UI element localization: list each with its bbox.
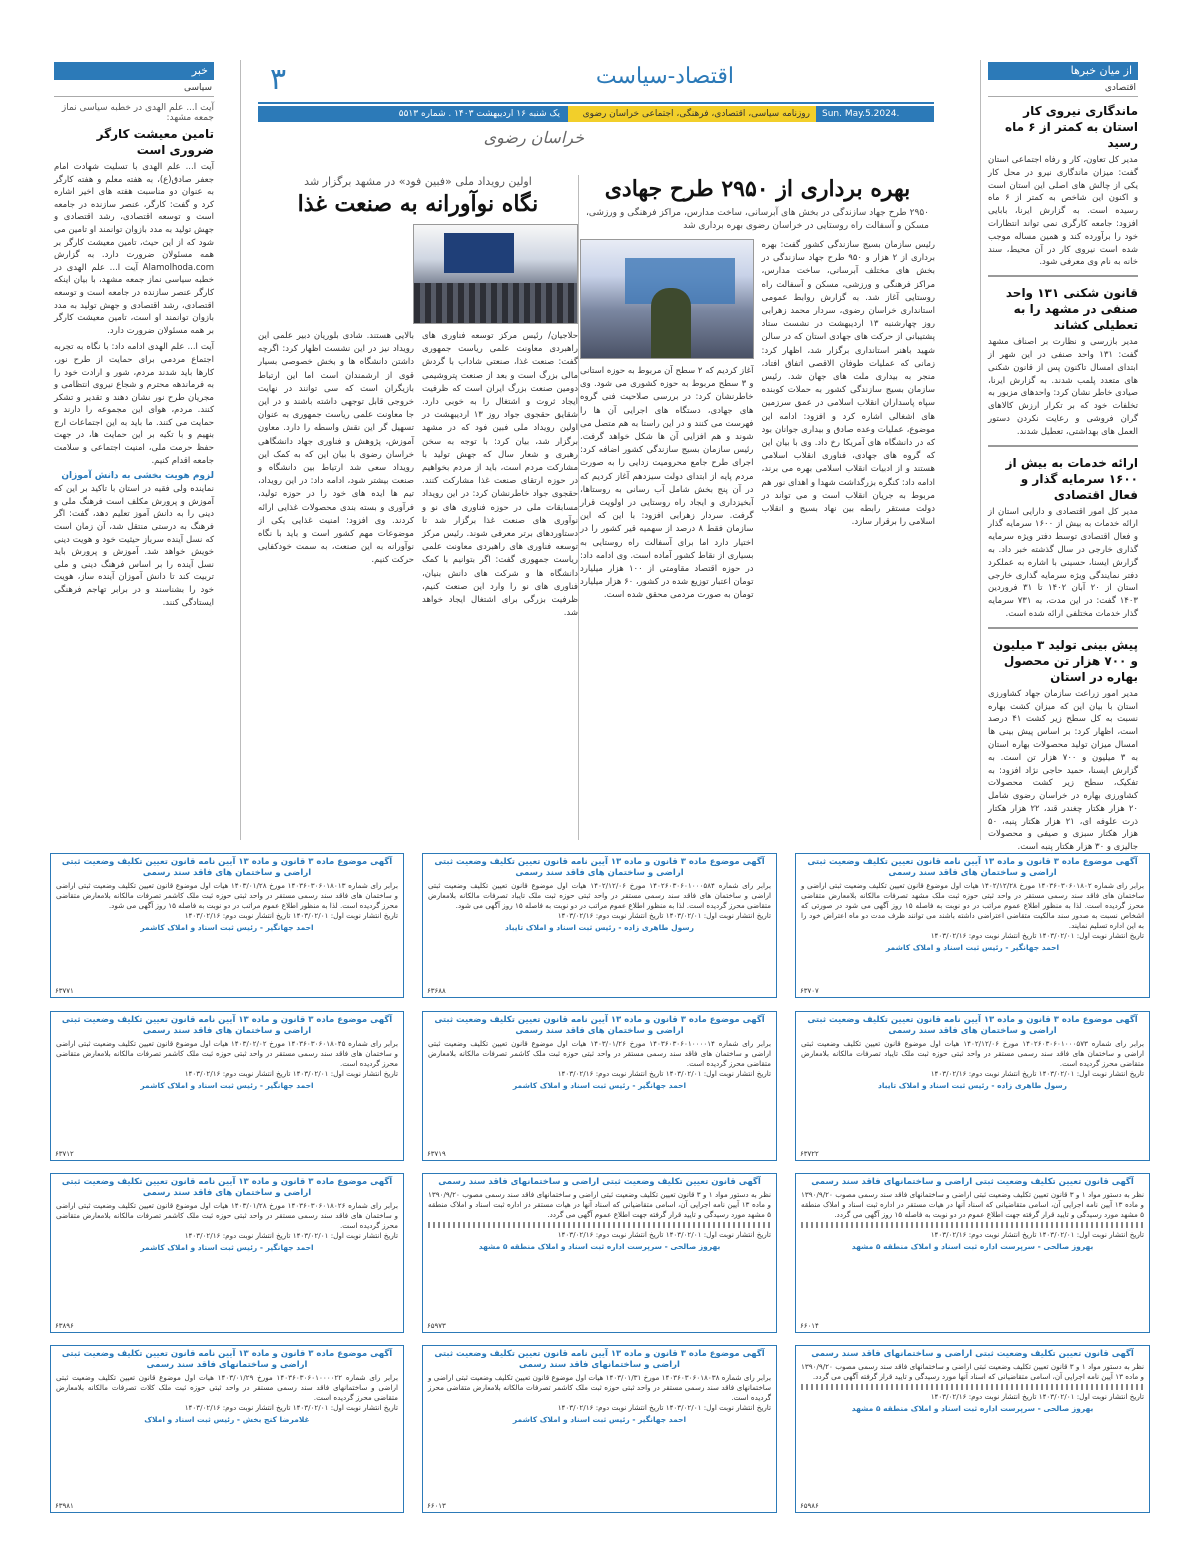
news-body: مدیر کل امور اقتصادی و دارایی استان از ارائه خدمات به بیش از ۱۶۰۰ سرمایه گذار و فعال اقتصادی توسط دفتر ویژه سرمایه گذاری خارجی در سال گذشته خبر داد. به گزارش ایسنا، حسینی با اشاره به عملکرد دفتر نمایندگی ویژه سرمایه گذاری خارجی استان از ۲۰ آبان ۱۴۰۲ تا ۳۱ فروردین ۱۴۰۳ گفت: در این مدت، به ۷۳۱ سرمایه گذار خدمات مختلفی ارائه شده است. [988,506,1138,619]
news-kicker: آیت ا... علم الهدی در خطبه سیاسی نماز جمعه مشهد: [61,103,214,123]
news-body: مدیر بازرسی و نظارت بر اصناف مشهد گفت: ۱۳۱ واحد صنفی در این شهر از ابتدای امسال تاکنون پس از قانون شکنی های متعدد پلمب شدند. به گزارش ایرنا، صیادی خاطر نشان کرد: واحدهای مزبور به تخلفات خود که بر تکرار ارزش کالاهای گران فروشی و رعایت نکردن دستور العمل های بهداشتی، تعطیل شدند. [988,337,1138,437]
notice-table-rule [801,1222,1144,1228]
notice-body: نظر به دستور مواد ۱ و ۳ قانون تعیین تکلیف وضعیت ثبتی اراضی و ساختمانهای فاقد سند رسمی مصوب ۱۳۹۰/۹/۲۰ و ماده ۱۳ آیین نامه اجرایی آن، اسامی متقاضیانی که اسناد آنها مورد رسیدگی و تایید قرار گرفته آگهی می گردد. [801,1362,1144,1381]
notice-body: نظر به دستور مواد ۱ و ۳ قانون تعیین تکلیف وضعیت ثبتی اراضی و ساختمانهای فاقد سند رسمی مصوب ۱۳۹۰/۹/۲۰ و ماده ۱۳ آیین نامه اجرایی آن، اسامی متقاضیانی که اسناد آنها در هیات مستقر در اداره ثبت اسناد و املاک منطقه ۵ مشهد مورد رسیدگی و تایید قرار گرفته جهت اطلاع عموم آگهی می گردد. [428,1190,772,1219]
notice-table-rule [428,1222,771,1228]
notice-body: برابر رای شماره ۱۴۰۳۶۰۳۰۶۰۱۸۰۳۸ مورخ ۱۴۰۳/۰۱/۳۱ هیات اول موضوع قانون تعیین تکلیف وضعیت ثبتی اراضی و ساختمانهای فاقد سند رسمی مستقر در واحد ثبتی حوزه ثبت ملک کاشمر تصرفات مالکانه بلامعارض متقاضی محرز گردیده است. [428,1373,771,1402]
photo-audience [414,283,577,323]
photo-screen [444,233,514,273]
notice-dates: تاریخ انتشار نوبت اول: ۱۴۰۳/۰۲/۰۱ تاریخ انتشار نوبت دوم: ۱۴۰۳/۰۲/۱۶ [930,1392,1144,1401]
notice-title: آگهی قانون تعیین تکلیف وضعیت ثبتی اراضی و ساختمانهای فاقد سند رسمی [811,1349,1134,1359]
column-divider [240,60,241,840]
legal-notice [422,853,777,998]
notice-table-rule [801,1384,1144,1390]
english-dateline: Sun. May.5.2024. No.5513 [816,106,934,122]
news-body: مدیر کل تعاون، کار و رفاه اجتماعی استان گفت: میزان ماندگاری نیرو در محل کار یکی از چالش های اصلی این استان است و اکنون این شاخص به کمتر از ۶ ماه رسیده است. به گزارش ایرنا، بابایی افزود: جامعه کارگری نمی تواند انتظارات خود را برآورده کند و همین مساله موجب شده است نیروی کار در آن محیط، سند خانه به نام وی معرفی شود. [988,155,1138,268]
notice-code: ۶۳۷۱۲ [55,1150,74,1158]
notice-title: آگهی موضوع ماده ۳ قانون و ماده ۱۳ آیین نامه قانون تعیین تکلیف وضعیت ثبتی اراضی و ساختمانهای فاقد سند رسمی [61,1349,393,1370]
article-paragraph: بالایی هستند. شادی بلوریان دبیر علمی این رویداد نیز در این نشست اظهار کرد: اگرچه داشتن دانشگاه ها و بخش خصوصی بسیار قوی از ارشمندان است اما این ارتباط بازیگران است که سی توانند در نهایت خروجی قابل توجهی داشته باشند و در این جا معاونت علمی ریاست جمهوری به عنوان تسهیل گر این نقش واسطه را دارد. معاون آموزش، پژوهش و فناوری جهاد دانشگاهی خراسان رضوی با بیان این که به کمک این رویداد سعی شد ارتباط بین دانشگاه و صنعت بیشتر شود، ادامه داد: در این رویداد، تیم ها ایده های خود را در حوزه تولید، فرآوری و بسته بندی محصولات غذایی ارائه کردند. وی افزود: امنیت غذایی یکی از موضوعات مهم کشور است و باید با نگاه نوآورانه به این صنعت، به سمت خودکفایی حرکت کنیم. [258,331,414,566]
notice-code: ۶۳۸۹۶ [55,1322,74,1330]
notice-body: برابر رای شماره ۱۴۰۳۶۰۳۰۶۰۱۰۰۰۰۱۴ مورخ ۱۴۰۳/۰۱/۲۶ هیات اول موضوع قانون تعیین تکلیف وضعیت ثبتی اراضی و ساختمان های فاقد سند رسمی مستقر در واحد ثبتی حوزه ثبت ملک کاشمر تصرفات مالکانه بلامعارض متقاضی محرز گردیده است. [428,1039,771,1068]
conference-photo [413,224,578,324]
section-title: اقتصاد-سیاست [595,64,734,89]
article-headline: نگاه نوآورانه به صنعت غذا [297,191,539,217]
notice-signature: احمد جهانگیر - رئیس ثبت اسناد و املاک کاشمر [512,1081,687,1090]
notice-dates: تاریخ انتشار نوبت اول: ۱۴۰۳/۰۲/۰۱ تاریخ انتشار نوبت دوم: ۱۴۰۳/۰۲/۱۶ [557,1069,771,1078]
article-column [580,239,754,607]
notice-title: آگهی موضوع ماده ۳ قانون و ماده ۱۳ آیین نامه قانون تعیین تکلیف وضعیت ثبتی اراضی و ساختمان های فاقد سند رسمی [61,1177,393,1198]
speaker-photo [580,239,754,359]
notice-dates: تاریخ انتشار نوبت اول: ۱۴۰۳/۰۲/۰۱ تاریخ انتشار نوبت دوم: ۱۴۰۳/۰۲/۱۶ [184,1069,398,1078]
notice-dates: تاریخ انتشار نوبت اول: ۱۴۰۳/۰۲/۰۱ تاریخ انتشار نوبت دوم: ۱۴۰۳/۰۲/۱۶ [184,1231,398,1240]
notice-title: آگهی موضوع ماده ۳ قانون و ماده ۱۳ آیین نامه قانون تعیین تکلیف وضعیت ثبتی اراضی و ساختمان های فاقد سند رسمی [807,857,1138,878]
notice-signature: احمد جهانگیر - رئیس ثبت اسناد و املاک کاشمر [140,923,314,932]
article-column [762,239,936,607]
notice-title: آگهی موضوع ماده ۳ قانون و ماده ۱۳ آیین نامه قانون تعیین تکلیف وضعیت ثبتی اراضی و ساختمانهای فاقد سند رسمی [434,1349,765,1370]
header-strip [258,106,934,135]
paper-tagline: روزنامه سیاسی، اقتصادی، فرهنگی، اجتماعی خراسان رضوی [568,106,816,122]
notice-dates: تاریخ انتشار نوبت اول: ۱۴۰۳/۰۲/۰۱ تاریخ انتشار نوبت دوم: ۱۴۰۳/۰۲/۱۶ [184,911,398,920]
column-divider [980,60,981,840]
notice-body: برابر رای شماره ۱۴۰۲۶۰۳۰۶۰۱۰۰۰۵۸۴ مورخ ۱۴۰۲/۱۲/۰۶ هیات اول موضوع قانون تعیین تکلیف وضعیت ثبتی اراضی و ساختمان های فاقد سند رسمی مستقر در واحد ثبتی حوزه ثبت ملک تایباد تصرفات مالکانه بلامعارض متقاضی محرز گردیده است. لذا به منظور اطلاع عموم مراتب در دو نوبت به فاصله ۱۵ روز آگهی می شود. [428,881,771,910]
page-number: ۳ [270,62,287,97]
notice-title: آگهی موضوع ماده ۳ قانون و ماده ۱۳ آیین نامه قانون تعیین تکلیف وضعیت ثبتی اراضی و ساختمان های فاقد سند رسمی [434,1015,765,1036]
right-sidebar [988,62,1138,868]
legal-notice [795,1173,1150,1333]
news-paragraph: آیت ا... علم الهدی ادامه داد: با نگاه به تجربه اجتماع مردمی برای حمایت از طرح نور، کارها باید شدند مردم، شور و ارادت خود را به فرماندهه محترم و شجاع نیروی انتظامی و مجریان طرح نور نشان دهند و تقدیر و تشکر کنند. مردم، هوای این مجموعه را دارند و حمایت می کنند. ما باید به این اجتماعات ارج بنهیم و با تکیه بر این حمایت ها، در جهت حفظ حرمت ملی، امنیت اجتماعی و سلامت جامعه اقدام کنیم. [54,342,214,466]
sidebar-subtag: اقتصادی [988,80,1138,97]
notice-signature: احمد جهانگیر - رئیس ثبت اسناد و املاک کاشمر [140,1081,314,1090]
legal-notice [422,1011,777,1161]
legal-notice [795,1011,1150,1161]
notice-body: برابر رای شماره ۱۴۰۳۶۰۳۰۶۰۱۸۰۴۵ مورخ ۱۴۰۳/۰۲/۰۲ هیات اول موضوع قانون تعیین تکلیف وضعیت ثبتی اراضی و ساختمان های فاقد سند رسمی مستقر در واحد ثبتی حوزه ثبت ملک کاشمر تصرفات مالکانه بلامعارض متقاضی محرز گردیده است. [56,1039,399,1068]
news-item [988,103,1138,277]
notice-title: آگهی موضوع ماده ۳ قانون و ماده ۱۳ آیین نامه قانون تعیین تکلیف وضعیت ثبتی اراضی و ساختمان های فاقد سند رسمی [807,1015,1138,1036]
article-paragraph: حلاجیان/ رئیس مرکز توسعه فناوری های راهبردی معاونت علمی ریاست جمهوری گفت: صنعت غذا، صنعتی شاداب با گردش مالی بزرگ است و بعد از صنعت پتروشیمی دومین صنعت بزرگ ایران است که ظرفیت ایجاد ثروت و اشتغال را به خوبی دارد. شقایق حقجوی جواد روز ۱۳ اردیبهشت در اولین رویداد ملی فبین فود که در مشهد برگزار شد، بیان کرد: با توجه به سخن رهبری و شعار سال که جهش تولید با مشارکت مردم است، باید از مردم بخواهیم در حوزه ارتقای صنعت غذا مشارکت کنند. حقجوی جواد خاطرنشان کرد: در این رویداد مسابقات ملی در حوزه فناوری های نو و نوآوری های صنعت غذا برگزار شد تا دستاوردهای برتر معرفی شوند. رئیس مرکز توسعه فناوری های راهبردی معاونت علمی ریاست جمهوری گفت: اگر بتوانیم با کمک دانشگاه ها و شرکت های دانش بنیان، فناوری های نو را وارد این صنعت کنیم، ظرفیت بزرگی برای اشتغال ایجاد خواهد شد. [422,331,579,619]
notice-signature: بهروز صالحی - سرپرست اداره ثبت اسناد و املاک منطقه ۵ مشهد [851,1242,1094,1251]
news-headline: ارائه خدمات به بیش از ۱۶۰۰ سرمایه گذار و فعال اقتصادی [1005,455,1138,502]
notice-title: آگهی موضوع ماده ۳ قانون و ماده ۱۳ آیین نامه قانون تعیین تکلیف وضعیت ثبتی اراضی و ساختمان های فاقد سند رسمی [434,857,765,878]
news-headline: قانون شکنی ۱۳۱ واحد صنفی در مشهد را به تعطیلی کشاند [1005,286,1138,333]
notice-dates: تاریخ انتشار نوبت اول: ۱۴۰۳/۰۲/۰۱ تاریخ انتشار نوبت دوم: ۱۴۰۳/۰۲/۱۶ [930,931,1144,940]
notice-body: برابر رای شماره ۱۴۰۳۶۰۳۰۶۰۱۰۰۰۰۲۲ مورخ ۱۴۰۳/۰۱/۲۹ هیات اول موضوع قانون تعیین تکلیف وضعیت ثبتی اراضی و ساختمانهای فاقد سند رسمی مستقر در واحد ثبتی حوزه ثبت ملک کلات تصرفات مالکانه بلامعارض متقاضی محرز گردیده است. [56,1373,398,1402]
notice-title: آگهی موضوع ماده ۳ قانون و ماده ۱۳ آیین نامه قانون تعیین تکلیف وضعیت ثبتی اراضی و ساختمان های فاقد سند رسمی [61,1015,393,1036]
news-body: مدیر امور زراعت سازمان جهاد کشاورزی استان با بیان این که میزان کشت بهاره نسبت به کل سطح زیر کشت ۴۱ درصد است، اظهار کرد: بر اساس پیش بینی ها امسال میزان تولید محصولات بهاره استان به ۳ میلیون و ۷۰۰ هزار تن است. به گزارش ایسنا، حمید حاجی نژاد افزود: به تفکیک، سطح زیر کشت محصولات کشاورزی بهاره در خراسان رضوی شامل ۲۰ هزار هکتار چغندر قند، ۲۲ هزار هکتار ذرت علوفه ای، ۲۱ هزار هکتار پنبه، ۵۰ هزار هکتار سبزی و صیفی و محصولات جالیزی و ۳۰ هزار هکتار پنبه است. [988,688,1138,853]
notice-title: آگهی قانون تعیین تکلیف وضعیت ثبتی اراضی و ساختمانهای فاقد سند رسمی [811,1177,1134,1187]
notice-code: ۶۵۹۸۶ [800,1502,819,1510]
news-item [988,285,1138,446]
sidebar-subtag: سیاسی [54,80,214,97]
notice-code: ۶۶۰۱۴ [800,1322,819,1330]
notice-signature: احمد جهانگیر - رئیس ثبت اسناد و املاک کاشمر [512,1415,687,1424]
legal-notice [50,1011,404,1161]
article-headline: بهره برداری از ۲۹۵۰ طرح جهادی [604,176,911,202]
legal-notice [50,1345,404,1513]
sidebar-tag: خبر [54,62,214,80]
legal-notice [795,853,1150,998]
news-item [988,637,1138,860]
legal-notice [422,1173,777,1333]
article-column [422,330,578,624]
page-header [258,62,934,152]
header-rule [258,102,934,104]
persian-dateline: یک شنبه ۱۶ اردیبهشت ۱۴۰۳ . شماره ۵۵۱۳ [258,106,568,122]
article-column [258,330,414,624]
notice-dates: تاریخ انتشار نوبت اول: ۱۴۰۳/۰۲/۰۱ تاریخ انتشار نوبت دوم: ۱۴۰۳/۰۲/۱۶ [184,1403,398,1412]
photo-speaker [651,288,691,358]
news-headline: پیش بینی تولید ۳ میلیون و ۷۰۰ هزار تن محصول بهاره در استان [992,637,1138,684]
notice-dates: تاریخ انتشار نوبت اول: ۱۴۰۳/۰۲/۰۱ تاریخ انتشار نوبت دوم: ۱۴۰۳/۰۲/۱۶ [557,1403,771,1412]
article-jihad-projects [580,175,935,607]
notice-signature: غلامرضا کنج بخش - رئیس ثبت اسناد و املاک [144,1415,310,1424]
notice-dates: تاریخ انتشار نوبت اول: ۱۴۰۳/۰۲/۰۱ تاریخ انتشار نوبت دوم: ۱۴۰۳/۰۲/۱۶ [557,1230,771,1239]
notice-signature: رسول طاهری زاده - رئیس ثبت اسناد و املاک تایباد [877,1081,1067,1090]
notice-body: نظر به دستور مواد ۱ و ۳ قانون تعیین تکلیف وضعیت ثبتی اراضی و ساختمانهای فاقد سند رسمی مصوب ۱۳۹۰/۹/۲۰ و ماده ۱۳ آیین نامه اجرایی آن، اسامی متقاضیانی که اسناد آنها در هیات مستقر در اداره ثبت اسناد و املاک منطقه ۵ مشهد مورد رسیدگی و تایید قرار گرفته جهت اطلاع عموم در دو نوبت به فاصله ۱۵ روز آگهی می گردد. [801,1190,1145,1219]
political-news [54,103,214,609]
news-headline: تامین معیشت کارگر ضروری است [96,127,214,157]
notice-code: ۶۳۷۷۱ [55,987,74,995]
notice-dates: تاریخ انتشار نوبت اول: ۱۴۰۳/۰۲/۰۱ تاریخ انتشار نوبت دوم: ۱۴۰۳/۰۲/۱۶ [930,1230,1144,1239]
notice-code: ۶۳۹۸۱ [55,1502,74,1510]
notice-title: آگهی قانون تعیین تکلیف وضعیت ثبتی اراضی و ساختمانهای فاقد سند رسمی [438,1177,761,1187]
notice-code: ۶۶۰۱۳ [427,1502,446,1510]
notice-signature: بهروز صالحی - سرپرست اداره ثبت اسناد و املاک منطقه ۵ مشهد [478,1242,721,1251]
legal-notice [422,1345,777,1513]
news-paragraph: نماینده ولی فقیه در استان با تاکید بر این که آموزش و پرورش مکلف است فرهنگ ملی و دینی را به دانش آموز تعلیم دهد، گفت: اگر فرهنگ به درستی منتقل شد، آن زمان است که نسل آینده سرباز حیثیت خود و هویت دینی خویش خواهد شد. آموزش و پرورش باید نسل آینده را بر اساس فرهنگ دینی و ملی تربیت کند تا دانش آموزان آینده ساز، هویت خود را بشناسند و در برابر تهاجم فرهنگی ایستادگی کنند. [54,484,214,608]
notice-signature: احمد جهانگیر - رئیس ثبت اسناد و املاک کاشمر [885,943,1060,952]
legal-notice [50,853,404,998]
article-paragraph: آغاز کردیم که ۲ سطح آن مربوط به حوزه استانی و ۳ سطح مربوط به حوزه کشوری می شود. وی خاطرنشان کرد: در بررسی صلاحیت فنی گروه های جهادی، دستگاه های اجرایی آن ها را فهرست می کنند و در این راستا به هم متصل می شوند و هم افزایی آن ها شکل خواهد گرفت. رئیس سازمان بسیج سازندگی کشور اضافه کرد: اجرای طرح جامع محرومیت زدایی را به صورت مردم پایه از ابتدای دولت سیزدهم آغاز کردیم که در آن پنج بخش شامل آب رسانی به روستاها، آبخیزداری و ایجاد راه روستایی در اولویت قرار گرفت. سردار زهرابی افزود: با این که این سازمان فقط ۸ درصد از سهمیه قیر کشور را در اختیار دارد اما برای آسفالت راه روستایی به بسیاری از نقاط کشور آماده است. وی ادامه داد: در حوزه اقتصاد مقاومتی از ۱۰۰ هزار میلیارد تومان اعتبار توزیع شده در کشور، ۶۰ هزار میلیارد تومان به صورت مردمی محقق شده است. [580,366,754,601]
notice-body: برابر رای شماره ۱۴۰۳۶۰۳۰۶۰۱۸۰۲ مورخ ۱۴۰۲/۱۲/۲۸ هیات اول موضوع قانون تعیین تکلیف وضعیت ثبتی اراضی و ساختمان های فاقد سند رسمی مستقر در واحد ثبتی حوزه ثبت ملک مشهد تصرفات مالکانه بلامعارض متقاضی محرز گردیده است. لذا به منظور اطلاع عموم مراتب در دو نوبت به فاصله ۱۵ روز آگهی می شود در صورتی که اشخاص نسبت به صدور سند مالکیت متقاضی اعتراضی داشته باشند می توانند ظرف مدت دو ماه اعتراض خود را به این اداره تسلیم نمایند. [801,881,1144,930]
news-headline: ماندگاری نیروی کار استان به کمتر از ۶ ماه رسید [1005,104,1138,150]
notice-signature: رسول طاهری زاده - رئیس ثبت اسناد و املاک تایباد [504,923,694,932]
news-paragraph: آیت ا... علم الهدی با تسلیت شهادت امام جعفر صادق(ع)، به هفته معلم و هفته کارگر به عنوان دو مناسبت هفته های اخیر اشاره کرد و گفت: کارگر، عنصر سازنده در جامعه است و توسعه اقتصادی، رشد اقتصادی و جهش تولید به مدد بازوان توانمند او تامین می شود که از این حیث، تامین معیشت کارگر بر همه مسئولان ضرورت دارد. به گزارش Alamolhoda.com آیت ا... علم الهدی در خطبه سیاسی نماز جمعه مشهد، با بیان اینکه کارگر عنصر سازنده در جامعه است و توسعه اقتصادی، رشد اقتصادی و جهش تولید به مدد بازوان توانمند او است، تامین معیشت کارگر بر همه مسئولان ضرورت دارد. [54,162,214,336]
news-item [988,455,1138,629]
notice-code: ۶۳۷۰۷ [800,987,819,995]
notice-code: ۶۳۷۱۹ [427,1150,446,1158]
article-food-innovation [258,175,578,624]
news-subhead: لزوم هویت بخشی به دانش آموزان [61,471,214,482]
notice-dates: تاریخ انتشار نوبت اول: ۱۴۰۳/۰۲/۰۱ تاریخ انتشار نوبت دوم: ۱۴۰۳/۰۲/۱۶ [557,911,771,920]
column-divider [578,175,579,840]
notice-code: ۶۳۶۸۸ [427,987,446,995]
paper-logo: خراسان رضوی [483,128,584,147]
legal-notice [50,1173,404,1333]
article-lede: ۲۹۵۰ طرح جهاد سازندگی در بخش های آبرسانی، ساخت مدارس، مراکز فرهنگی و ورزشی، مسکن و آسفالت راه روستایی در خراسان رضوی بهره برداری شد [586,208,929,231]
article-paragraph: رئیس سازمان بسیج سازندگی کشور گفت: بهره برداری از ۲ هزار و ۹۵۰ طرح جهاد سازندگی در بخش های مختلف آبرسانی، ساخت مدارس، مراکز فرهنگی و ورزشی، مسکن و آسفالت راه روستایی آغاز شد. به گزارش روابط عمومی استانداری خراسان رضوی، سردار محمد زهرابی روز چهارشنبه ۱۳ اردیبهشت در نشست ستاد پشتیبانی از حرکت های جهادی استان که در سالن شهید باهنر استانداری برگزار شد، اظهار کرد: زمانی که عملیات طوفان الاقصی اتفاق افتاد، منجر به بیداری ملت های جهان شد. رئیس سازمان بسیج سازندگی کشور به حملات کوبنده سپاه پاسداران انقلاب اسلامی در عمق سرزمین های اشغالی اشاره کرد و افزود: ادامه این موضوع، عملیات وعده صادق و بیداری جوانان بود که در دانشگاه های آمریکا رخ داد. وی با بیان این که گروه های جهادی، فناوری انقلاب اسلامی هستند و از ادبیات انقلاب اسلامی بهره می برند، ادامه داد: کنگره بزرگداشت شهدا و اهدای نور هم مربوط به جریان انقلاب است و می تواند در دولت مستقر رابطه بین نهاد بسیج و انقلاب اسلامی را برقرار سازد. [761,240,935,528]
sidebar-tag: از میان خبرها [988,62,1138,80]
left-sidebar [54,62,214,613]
notice-body: برابر رای شماره ۱۴۰۳۶۰۳۰۶۰۱۸۰۱۳ مورخ ۱۴۰۳/۰۱/۲۸ هیات اول موضوع قانون تعیین تکلیف وضعیت ثبتی اراضی و ساختمان های فاقد سند رسمی مستقر در واحد ثبتی حوزه ثبت ملک کاشمر تصرفات مالکانه بلامعارض متقاضی محرز گردیده است. لذا به منظور اطلاع عموم مراتب در دو نوبت به فاصله ۱۵ روز آگهی می شود. [56,881,399,910]
legal-notices [50,853,1150,1513]
article-kicker: اولین رویداد ملی «فبین فود» در مشهد برگزار شد [304,175,532,188]
notice-signature: بهروز صالحی - سرپرست اداره ثبت اسناد و املاک منطقه ۵ مشهد [851,1404,1094,1413]
notice-code: ۶۳۷۲۲ [800,1150,819,1158]
notice-code: ۶۵۹۷۳ [427,1322,446,1330]
notice-title: آگهی موضوع ماده ۳ قانون و ماده ۱۳ آیین نامه قانون تعیین تکلیف وضعیت ثبتی اراضی و ساختمان های فاقد سند رسمی [61,857,393,878]
notice-body: برابر رای شماره ۱۴۰۳۶۰۳۰۶۰۱۸۰۲۶ مورخ ۱۴۰۳/۰۱/۲۸ هیات اول موضوع قانون تعیین تکلیف وضعیت ثبتی اراضی و ساختمان های فاقد سند رسمی مستقر در واحد ثبتی حوزه ثبت ملک کاشمر تصرفات مالکانه بلامعارض متقاضی محرز گردیده است. [56,1201,399,1230]
notice-signature: احمد جهانگیر - رئیس ثبت اسناد و املاک کاشمر [140,1243,314,1252]
notice-dates: تاریخ انتشار نوبت اول: ۱۴۰۳/۰۲/۰۱ تاریخ انتشار نوبت دوم: ۱۴۰۳/۰۲/۱۶ [930,1069,1144,1078]
notice-body: برابر رای شماره ۱۴۰۲۶۰۳۰۶۰۱۰۰۰۵۷۳ مورخ ۱۴۰۲/۱۲/۰۶ هیات اول موضوع قانون تعیین تکلیف وضعیت ثبتی اراضی و ساختمان های فاقد سند رسمی مستقر در واحد ثبتی حوزه ثبت ملک تایباد تصرفات مالکانه بلامعارض متقاضی محرز گردیده است. [801,1039,1144,1068]
legal-notice [795,1345,1150,1513]
